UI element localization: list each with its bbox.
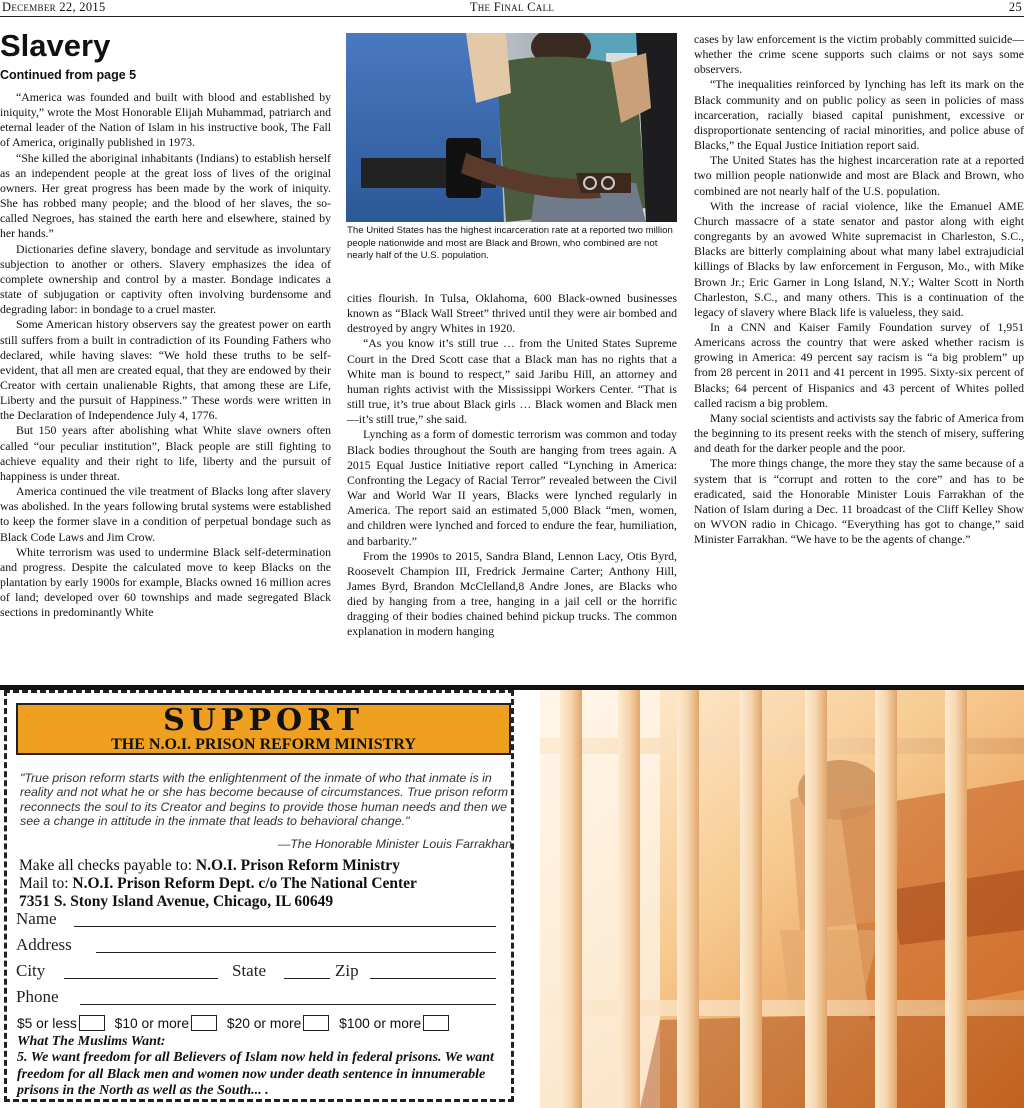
paragraph: Dictionaries define slavery, bondage and servitude as involuntary subjection to another or others. Slavery emphasizes the idea of complete ownership and control by a master. Bondage indicates a state of subjugation or captivity often involving burdensome and degrading labor: in bondage to a cruel master. (0, 241, 331, 317)
mail-recipient: N.O.I. Prison Reform Dept. c/o The National Center (72, 875, 417, 892)
amount-10-label: $10 or more (114, 1016, 190, 1031)
paragraph: “America was founded and built with blood and established by iniquity,” wrote the Most Honorable Elijah Muhammad, patriarch and eternal leader of the Nation of Islam in his instructive book, The Fall of America, originally published in 1973. (0, 90, 331, 150)
paragraph: America continued the vile treatment of Blacks long after slavery was abolished. In the years following brutal systems were established to keep the former slave in a condition of perpetual bondage such as Black Code Laws and Jim Crow. (0, 484, 331, 544)
jail-cell-photo (540, 690, 1024, 1108)
address-label: Address (16, 935, 72, 954)
donation-amounts (17, 1015, 455, 1033)
wants-text: 5. We want freedom for all Believers of Islam now held in federal prisons. We want freedom for all Black men and women now under death sentence in innumerable prisons in the North as well as the South... . (17, 1050, 494, 1098)
prison-reform-coupon (0, 690, 540, 1108)
amount-100-checkbox[interactable] (423, 1015, 449, 1031)
paragraph: The United States has the highest incarceration rate at a reported two million people nationwide and most are Black and Brown, who combined are not nearly half of the U.S. population. (694, 153, 1024, 198)
zip-field[interactable] (370, 978, 496, 979)
paragraph: “As you know it’s still true … from the United States Supreme Court in the Dred Scott case that a Black man has no rights that a White man is bound to respect,” said Jaribu Hill, an attorney and human rights activist with the Mississippi Workers Center. “That is still true, it’s true about Black girls … Black women and Black men—it’s still true,” she said. (347, 336, 677, 427)
paragraph: cities flourish. In Tulsa, Oklahoma, 600 Black-owned businesses known as “Black Wall Street” thrived until they were air bombed and destroyed by angry Whites in 1920. (347, 291, 677, 336)
mail-address (19, 893, 333, 911)
name-label: Name (16, 909, 57, 928)
article-column-2 (347, 291, 677, 640)
wants-title: What The Muslims Want: (17, 1034, 166, 1049)
banner-title: SUPPORT (163, 703, 364, 738)
checks-label: Make all checks payable to: (19, 857, 196, 874)
paragraph: Many social scientists and activists say the fabric of America from the beginning to its present reeks with the stench of misery, suffering and death for the darker people and the poor. (694, 410, 1024, 456)
banner-subtitle: THE N.O.I. PRISON REFORM MINISTRY (111, 736, 416, 753)
phone-field[interactable] (80, 1004, 496, 1005)
amount-20-checkbox[interactable] (303, 1015, 329, 1031)
paragraph: With the increase of racial violence, like the Emanuel AME Church massacre of a state senator and pastor along with eight congregants by an avowed White supremacist in Charleston, S.C., Blacks are bitterly complaining about what many label extrajudicial killings of Blacks by law enforcement in Ferguson, Mo., with Mike Brown Jr.; Eric Garner in Long Island, N.Y.; Walter Scott in North Charleston, S.C., and many others. This is a continuation of the legacy of slavery where Black life is valueless, they said. (694, 198, 1024, 319)
article-column-3 (694, 32, 1024, 547)
paragraph: cases by law enforcement is the victim probably committed suicide—whether the crime scene supports such claims or not says some observers. (694, 32, 1024, 77)
issue-date: December 22, 2015 (2, 0, 106, 14)
paragraph: Lynching as a form of domestic terrorism was common and today Black bodies throughout the South are hanging from trees again. A 2015 Equal Justice Initiative report called “Lynching in America: Confronting the Legacy of Racial Terror” revealed between the Civil War and World War II years, Blacks were lynched regularly in America. The report said an estimated 5,000 Black “men, women, and children were lynched and forced to endure the fear, humiliation, and barbarity.” (347, 427, 677, 548)
street-address: 7351 S. Stony Island Avenue, Chicago, IL 60649 (19, 893, 334, 910)
paragraph: Some American history observers say the greatest power on earth still suffers from a built in contradiction of its Founding Fathers who declared, while having slaves: “We hold these truths to be self-evident, that all men are created equal, that they are endowed by their Creator with certain unalienable Rights, that among these are Life, Liberty and the pursuit of Happiness.” These words were written in the Declaration of Independence July 4, 1776. (0, 317, 331, 423)
arrest-photo (346, 33, 677, 222)
city-label: City (16, 961, 46, 980)
continued-from: Continued from page 5 (0, 68, 137, 82)
paragraph: White terrorism was used to undermine Black self-determination and progress. Despite the calculated move to keep Blacks on the plantation by early 1900s for example, Blacks owned 16 million acres of land; developed over 60 townships and made segregated Black sections in predominantly White (0, 544, 331, 620)
paragraph: In a CNN and Kaiser Family Foundation survey of 1,951 Americans across the country that were asked whether racism is growing in America: 49 percent say racism is “a big problem” up from 28 percent in 2011 and 41 percent in 1995. Sixty-six percent of Blacks; 64 percent of Hispanics and 43 percent of Whites polled called racism a big problem. (694, 319, 1024, 410)
zip-label: Zip (335, 961, 359, 980)
checks-payee: N.O.I. Prison Reform Ministry (195, 857, 400, 874)
masthead: The Final Call (469, 0, 555, 14)
name-field[interactable] (74, 926, 496, 927)
paragraph: “She killed the aboriginal inhabitants (Indians) to establish herself as an independent people at the great loss of lives of the original owners. Her great progress has been made by the work of iniquity. She has robbed many people; and the blood of her slaves, the so-called Negroes, has stained the earth here and elsewhere, stained by her hands.” (0, 150, 331, 241)
city-field[interactable] (64, 978, 218, 979)
mail-label: Mail to: (19, 875, 73, 892)
page-number: 25 (1008, 0, 1022, 14)
paragraph: But 150 years after abolishing what White slave owners often called “our peculiar institution”, Black people are still fighting to achieve equality and their right to life, liberty and the pursuit of happiness is under threat. (0, 423, 331, 483)
address-field[interactable] (96, 952, 496, 953)
page-header (0, 0, 1024, 17)
article-column-1 (0, 90, 331, 620)
state-label: State (232, 961, 266, 980)
quote-attribution: —The Honorable Minister Louis Farrakhan (277, 837, 512, 851)
muslims-want (17, 1034, 515, 1099)
checks-payable (19, 857, 400, 875)
amount-5-checkbox[interactable] (79, 1015, 105, 1031)
phone-label: Phone (16, 987, 59, 1006)
mail-to (19, 875, 417, 893)
amount-5-label: $5 or less (17, 1016, 77, 1031)
amount-100-label: $100 or more (339, 1016, 422, 1031)
amount-10-checkbox[interactable] (191, 1015, 217, 1031)
support-banner (16, 703, 511, 755)
paragraph: The more things change, the more they stay the same because of a system that is “corrupt and rotten to the core” and has to be eradicated, said the Honorable Minister Louis Farrakhan of the Nation of Islam during a Dec. 11 broadcast of the Cliff Kelley Show on WVON radio in Chicago. “Everything has got to change,” said Minister Farrakhan. “We have to be the agents of change.” (694, 456, 1024, 547)
paragraph: From the 1990s to 2015, Sandra Bland, Lennon Lacy, Otis Byrd, Roosevelt Champion III, Fredrick Jermaine Carter; Anthony Hill, James Byrd, Brandon McClelland,8 Andre Jones, are Blacks who died by hanging from a tree, hanging in a jail cell or the horrific dragging of their bodies chained behind pickup trucks. The common explanation in modern hanging (347, 548, 677, 639)
state-field[interactable] (284, 978, 330, 979)
paragraph: “The inequalities reinforced by lynching has left its mark on the Black community and on public policy as seen in policies of mass incarceration, racially biased capital punishment, excessive or disproportionate sentencing of racial minorities, and police abuse of Blacks,” the Equal Justice Initiation report said. (694, 77, 1024, 153)
article-headline: Slavery (0, 28, 111, 63)
amount-20-label: $20 or more (226, 1016, 302, 1031)
farrakhan-quote: "True prison reform starts with the enlightenment of the inmate of who that inmate is in reality and not what he or she has become because of circumstances. True prison reform reconnects the soul to its Creator and begins to provide those human needs and then we see a change in attitude in the inmate that leads to behavioral change." (20, 771, 509, 829)
photo-caption: The United States has the highest incarceration rate at a reported two million people nationwide and most are Black and Brown, who combined are not nearly half of the U.S. population. (347, 225, 673, 262)
